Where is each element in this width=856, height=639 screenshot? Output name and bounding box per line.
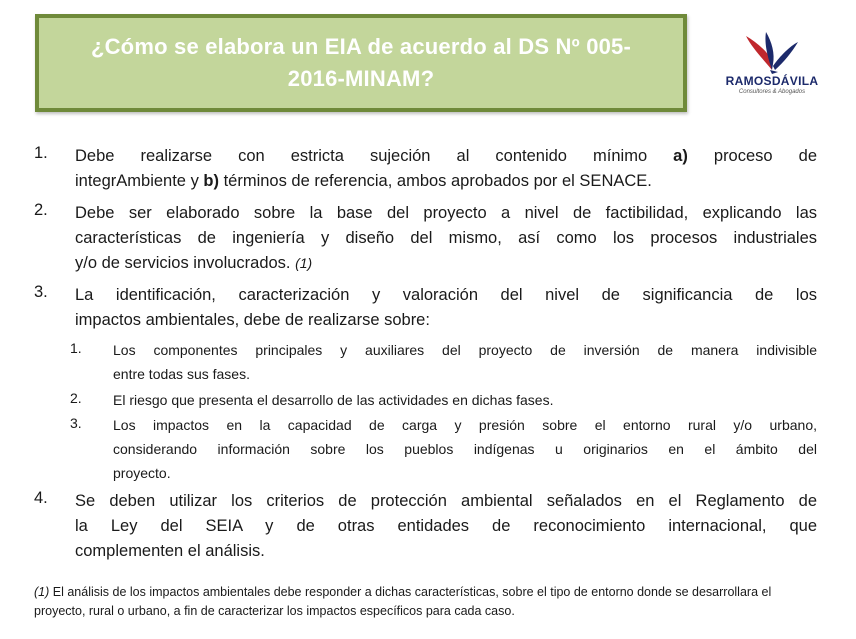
footnote-text: El análisis de los impactos ambientales debe responder a dichas características, sobre el tipo de entorno donde se desarrollara el proyecto, rural o urbano, a fin de caracterizar los impactos específicos para cada caso. (34, 585, 772, 618)
title-line-1: ¿Cómo se elabora un EIA de acuerdo al DS Nº 005- (90, 34, 632, 59)
item-text: La identificación, caracterización y valoración del nivel de significancia de los impactos ambientales, debe de realizarse sobre: (75, 286, 817, 329)
sub-item-text: Los componentes principales y auxiliares del proyecto de inversión de manera indivisible entre todas sus fases. (113, 342, 817, 382)
footnote (34, 583, 824, 621)
logo-subtitle: Consultores & Abogados (738, 89, 806, 95)
item-text: Debe realizarse con estricta sujeción al contenido mínimo a) proceso de integrAmbiente y b) términos de referencia, ambos aprobados por el SENACE. (75, 147, 817, 190)
bird-logo-icon (742, 30, 802, 74)
sub-item-text: El riesgo que presenta el desarrollo de las actividades en dichas fases. (113, 392, 554, 408)
company-logo (712, 30, 832, 102)
sub-item-text: Los impactos en la capacidad de carga y presión sobre el entorno rural y/o urbano, considerando información sobre los pueblos indígenas u originarios en el ámbito del proyecto. (113, 417, 817, 481)
item-number: 3. (34, 283, 48, 301)
item-number: 4. (34, 489, 48, 507)
item-text: Debe ser elaborado sobre la base del proyecto a nivel de factibilidad, explicando las características de ingeniería y diseño del mismo, así como los procesos industriales y/o de servicios involucrados. (1) (75, 204, 817, 272)
item-number: 1. (34, 144, 48, 162)
item-number: 2. (34, 201, 48, 219)
sub-item-number: 3. (70, 415, 82, 431)
footnote-marker: (1) (34, 585, 50, 599)
sub-item-number: 2. (70, 390, 82, 406)
logo-name: RAMOSDÁVILA (725, 74, 819, 88)
title-banner (35, 14, 687, 112)
footnote-ref: (1) (295, 255, 313, 271)
title-line-2: 2016-MINAM? (287, 66, 435, 91)
item-text: Se deben utilizar los criterios de protección ambiental señalados en el Reglamento de la Ley del SEIA y de otras entidades de reconocimiento internacional, que complementen el análisis. (75, 492, 817, 560)
sub-item-number: 1. (70, 340, 82, 356)
